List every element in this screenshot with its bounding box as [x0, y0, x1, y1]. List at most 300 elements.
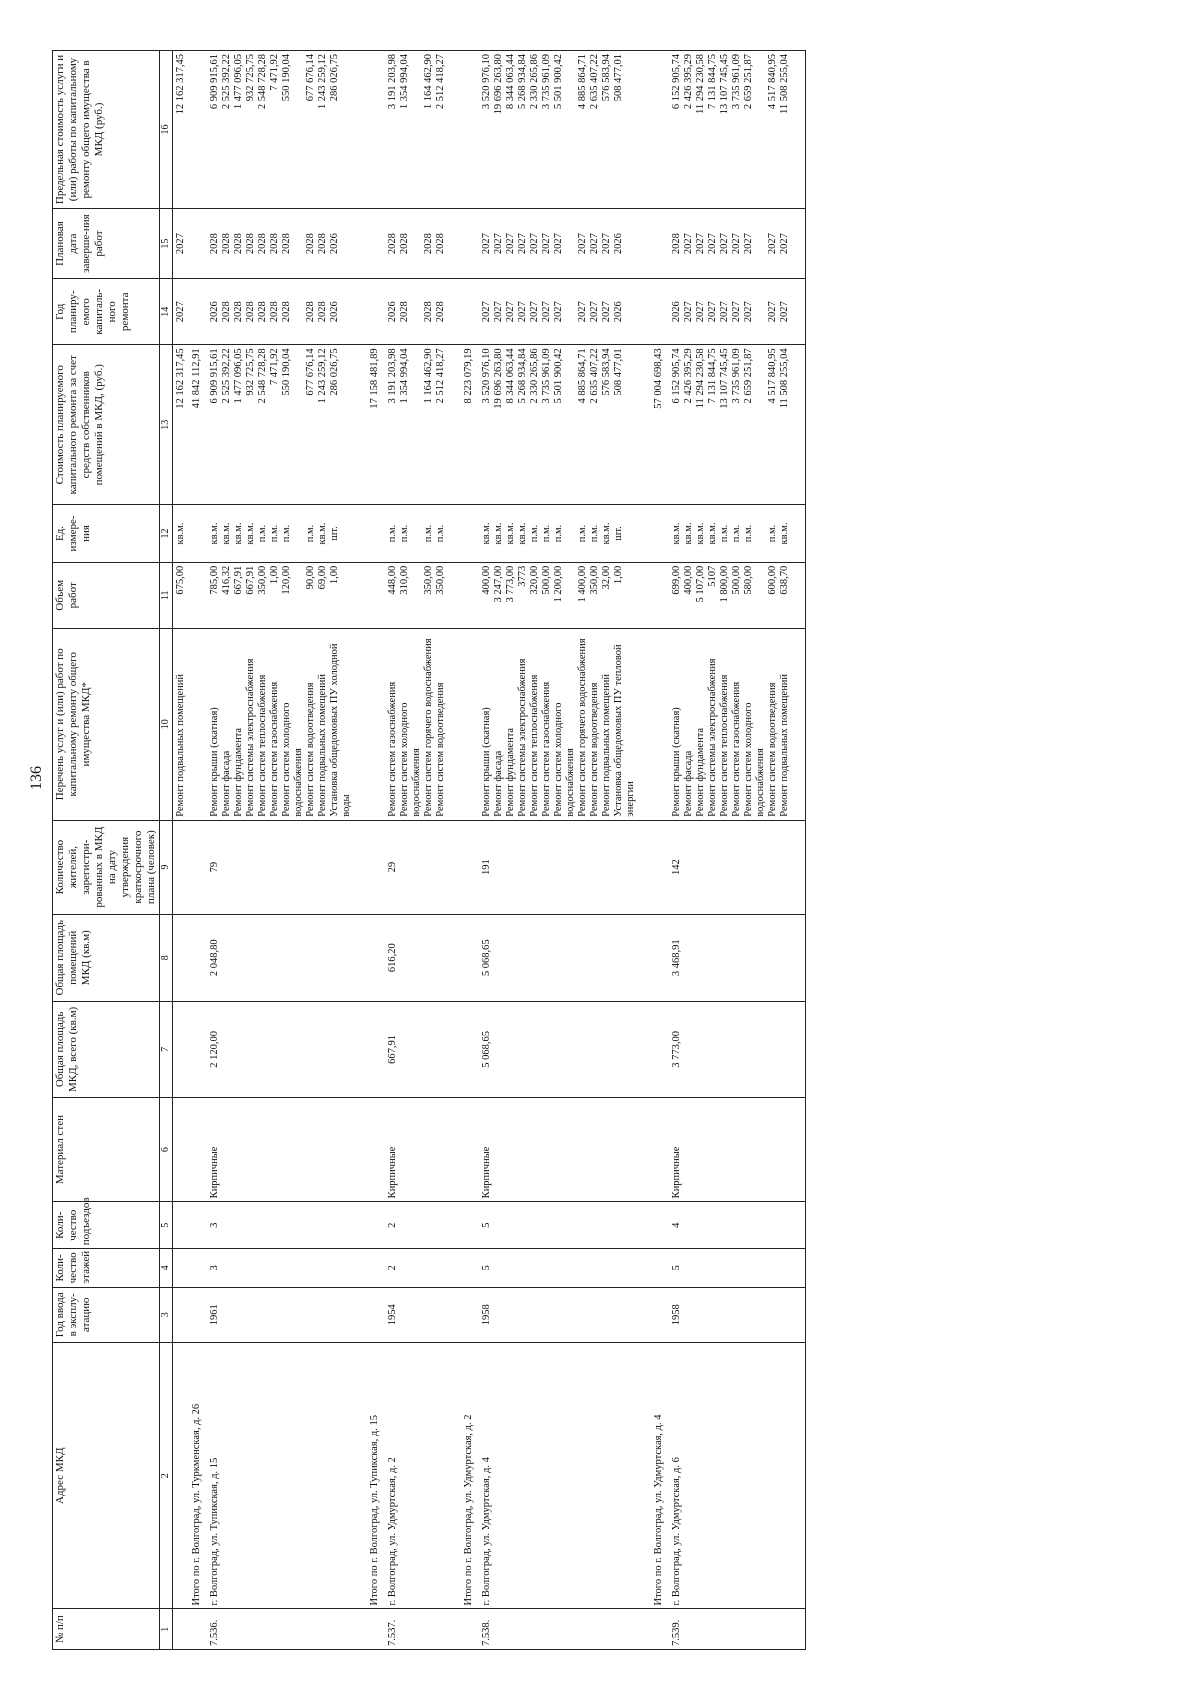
work-done-date: 2028	[245, 233, 256, 255]
work-done-date: 2027	[589, 233, 600, 255]
building-address: г. Волгоград, ул. Тупикская, д. 15	[205, 1343, 367, 1610]
building-address: г. Волгоград, ул. Удмуртская, д. 2	[383, 1343, 461, 1610]
work-volume: 638,70	[779, 565, 790, 595]
work-done-date: 2028	[317, 233, 328, 255]
entrance-count: 3	[205, 1202, 367, 1249]
premises-area: 616,20	[383, 914, 461, 1001]
work-limit-cost: 932 725,75	[245, 54, 256, 102]
work-year: 2027	[743, 301, 754, 323]
column-number: 1	[160, 1609, 173, 1650]
work-year: 2028	[257, 301, 268, 323]
work-volume-list	[667, 562, 806, 628]
work-cost: 7 471,92	[269, 348, 280, 386]
work-limit-cost: 11 508 255,04	[779, 54, 790, 114]
total-cost: 41 842 112,91	[189, 345, 205, 505]
work-limit-cost: 1 354 994,04	[399, 54, 410, 110]
work-done-date: 2028	[671, 233, 682, 255]
building-address: г. Волгоград, ул. Удмуртская, д. 6	[667, 1343, 806, 1610]
work-name: Ремонт систем газоснабжения	[269, 681, 280, 817]
work-limit-cost: 6 909 915,61	[209, 54, 220, 110]
work-year: 2028	[317, 301, 328, 323]
work-year: 2026	[613, 301, 624, 323]
work-unit: кв.м.	[493, 522, 504, 545]
work-unit: кв.м.	[671, 522, 682, 545]
work-name: Ремонт подвальных помещений	[601, 673, 612, 817]
work-volume: 3 247,00	[493, 565, 504, 603]
work-volume: 580,00	[743, 565, 754, 595]
column-number: 10	[160, 628, 173, 820]
work-name: Ремонт системы электроснабжения	[707, 658, 718, 817]
row-number: 7.537.	[383, 1609, 461, 1650]
work-limit-cost: 1 164 462,90	[423, 54, 434, 110]
work-cost: 576 583,94	[601, 348, 612, 396]
header-cell: Адрес МКД	[53, 1343, 160, 1610]
work-limit-cost: 8 344 063,44	[505, 54, 516, 110]
work-volume: 310,00	[399, 565, 410, 595]
work-name: Ремонт систем холодного водоснабжения	[553, 702, 576, 817]
group-total-row	[461, 51, 477, 1650]
work-year: 2027	[589, 301, 600, 323]
work-volume: 3773	[517, 565, 528, 587]
work-cost: 4 517 840,95	[767, 348, 778, 404]
total-label: Итого по г. Волгоград, ул. Тупикская, д. 15	[367, 1343, 383, 1610]
work-year: 2028	[245, 301, 256, 323]
work-unit: п.м.	[269, 524, 280, 543]
work-unit-list	[477, 505, 651, 563]
entrance-count: 5	[477, 1202, 651, 1249]
header-cell: Стоимость планируемого капитального ремонта за счет средств собственников помещений в МКД, (руб.)	[53, 345, 160, 505]
total-label: Итого по г. Волгоград, ул. Удмуртская, д. 4	[651, 1343, 667, 1610]
work-unit: п.м.	[387, 524, 398, 543]
work-volume: 400,00	[481, 565, 492, 595]
work-limit-cost: 3 191 203,98	[387, 54, 398, 110]
work-done-date: 2027	[541, 233, 552, 255]
work-volume: 1 200,00	[553, 565, 564, 603]
total-area: 2 120,00	[205, 1001, 367, 1097]
work-limit-cost-list	[667, 51, 806, 209]
work-name: Ремонт систем газоснабжения	[731, 681, 742, 817]
work-volume: 350,00	[435, 565, 446, 595]
work-limit-cost: 508 477,01	[613, 54, 624, 102]
work-done-date: 2027	[707, 233, 718, 255]
work-name: Ремонт фундамента	[505, 727, 516, 817]
work-done-date: 2027	[173, 208, 190, 278]
work-unit: п.м.	[529, 524, 540, 543]
work-year: 2027	[779, 301, 790, 323]
work-name: Ремонт крыши (скатная)	[481, 707, 492, 817]
work-done-date: 2027	[719, 233, 730, 255]
column-number: 11	[160, 562, 173, 628]
column-number-row	[160, 51, 173, 1650]
total-cost: 57 004 698,43	[651, 345, 667, 505]
column-number: 6	[160, 1097, 173, 1201]
work-year: 2027	[505, 301, 516, 323]
work-name: Ремонт систем водоотведения	[589, 682, 600, 817]
header-cell: Предельная стоимость услуги и (или) работы по капитальному ремонту общего имущества в МКД (руб.)	[53, 51, 160, 209]
header-cell: Плановая дата заверше-ния работ	[53, 208, 160, 278]
work-year-list	[383, 279, 461, 345]
header-cell: № п/п	[53, 1609, 160, 1650]
work-name: Установка общедомовых ПУ тепловой энергии	[613, 644, 636, 817]
work-cost: 5 501 900,42	[553, 348, 564, 404]
premises-area: 3 468,91	[667, 914, 806, 1001]
work-name: Ремонт фасада	[221, 750, 232, 817]
work-year: 2027	[517, 301, 528, 323]
work-year: 2026	[329, 301, 340, 323]
work-cost: 3 191 203,98	[387, 348, 398, 404]
work-unit: кв.м.	[505, 522, 516, 545]
work-unit: кв.м.	[221, 522, 232, 545]
work-unit: кв.м.	[481, 522, 492, 545]
work-cost: 2 548 728,28	[257, 348, 268, 404]
work-cost: 11 294 230,58	[695, 348, 706, 409]
work-done-date: 2026	[329, 233, 340, 255]
work-volume: 667,91	[245, 565, 256, 595]
column-number: 12	[160, 505, 173, 563]
work-year: 2027	[767, 301, 778, 323]
work-limit-cost: 12 162 317,45	[173, 51, 190, 209]
work-volume: 90,00	[305, 565, 316, 590]
work-volume: 32,00	[601, 565, 612, 590]
work-limit-cost-list	[383, 51, 461, 209]
work-volume: 675,00	[173, 562, 190, 628]
work-name: Ремонт фасада	[493, 750, 504, 817]
work-volume: 500,00	[541, 565, 552, 595]
work-name: Ремонт систем водоотведения	[305, 682, 316, 817]
work-name: Ремонт подвальных помещений	[317, 673, 328, 817]
work-volume-list	[205, 562, 367, 628]
work-year: 2027	[481, 301, 492, 323]
work-unit: шт.	[613, 526, 624, 541]
work-done-date: 2028	[269, 233, 280, 255]
work-unit: п.м.	[305, 524, 316, 543]
work-limit-cost: 5 501 900,42	[553, 54, 564, 110]
work-name-list	[477, 628, 651, 820]
column-number: 5	[160, 1202, 173, 1249]
work-volume: 350,00	[257, 565, 268, 595]
floor-count: 5	[667, 1249, 806, 1287]
work-unit-list	[667, 505, 806, 563]
header-cell: Общая площадь помещений МКД (кв.м)	[53, 914, 160, 1001]
work-cost: 3 520 976,10	[481, 348, 492, 404]
work-limit-cost: 3 735 961,09	[541, 54, 552, 110]
work-year: 2026	[209, 301, 220, 323]
work-cost: 932 725,75	[245, 348, 256, 396]
total-label: Итого по г. Волгоград, ул. Туркменская, д. 26	[189, 1343, 205, 1610]
work-volume: 400,00	[683, 565, 694, 595]
work-unit: п.м.	[435, 524, 446, 543]
work-cost: 2 330 265,86	[529, 348, 540, 404]
header-row	[53, 51, 160, 1650]
header-cell: Общая площадь МКД, всего (кв.м)	[53, 1001, 160, 1097]
column-number: 3	[160, 1287, 173, 1342]
work-unit: п.м.	[423, 524, 434, 543]
work-name-list	[383, 628, 461, 820]
work-limit-cost: 7 131 844,75	[707, 54, 718, 110]
work-unit-list	[205, 505, 367, 563]
total-area: 3 773,00	[667, 1001, 806, 1097]
work-done-date: 2028	[305, 233, 316, 255]
work-volume: 120,00	[281, 565, 292, 595]
work-limit-cost: 19 696 263,80	[493, 54, 504, 115]
work-volume: 785,00	[209, 565, 220, 595]
work-unit: кв.м.	[173, 505, 190, 563]
building-row	[383, 51, 461, 1650]
total-cost: 8 223 079,19	[461, 345, 477, 505]
premises-area: 5 068,65	[477, 914, 651, 1001]
work-done-date: 2028	[435, 233, 446, 255]
work-name-list	[205, 628, 367, 820]
work-limit-cost-list	[477, 51, 651, 209]
work-unit: кв.м.	[695, 522, 706, 545]
work-done-date: 2027	[683, 233, 694, 255]
work-done-date-list	[477, 208, 651, 278]
work-cost: 4 885 864,71	[577, 348, 588, 404]
work-done-date: 2027	[553, 233, 564, 255]
work-limit-cost: 2 525 392,22	[221, 54, 232, 110]
work-volume: 448,00	[387, 565, 398, 595]
header-cell: Год планиру-емого капиталь-ного ремонта	[53, 279, 160, 345]
work-limit-cost: 4 517 840,95	[767, 54, 778, 110]
work-volume: 667,91	[233, 565, 244, 595]
column-number: 15	[160, 208, 173, 278]
work-year: 2027	[719, 301, 730, 323]
work-unit: кв.м.	[707, 522, 718, 545]
work-unit: кв.м.	[517, 522, 528, 545]
work-limit-cost: 4 885 864,71	[577, 54, 588, 110]
work-volume: 5107	[707, 565, 718, 587]
work-name: Ремонт систем горячего водоснабжения	[423, 638, 434, 817]
work-year: 2028	[399, 301, 410, 323]
work-unit: кв.м.	[779, 522, 790, 545]
work-cost: 1 354 994,04	[399, 348, 410, 404]
wall-material: Кирпичные	[383, 1097, 461, 1201]
work-done-date-list	[667, 208, 806, 278]
work-done-date: 2027	[779, 233, 790, 255]
work-volume: 1 800,00	[719, 565, 730, 603]
work-limit-cost: 3 520 976,10	[481, 54, 492, 110]
work-unit-list	[383, 505, 461, 563]
work-name: Ремонт систем теплоснабжения	[257, 674, 268, 817]
floor-count: 5	[477, 1249, 651, 1287]
work-name: Ремонт подвальных помещений	[173, 628, 190, 820]
work-limit-cost: 677 676,14	[305, 54, 316, 102]
entrance-count: 4	[667, 1202, 806, 1249]
work-limit-cost: 1 243 259,12	[317, 54, 328, 110]
work-volume: 3 773,00	[505, 565, 516, 603]
column-number: 9	[160, 820, 173, 914]
work-year: 2027	[577, 301, 588, 323]
work-name: Ремонт фасада	[683, 750, 694, 817]
work-year: 2028	[221, 301, 232, 323]
work-volume: 1 400,00	[577, 565, 588, 603]
wall-material: Кирпичные	[205, 1097, 367, 1201]
work-cost: 19 696 263,80	[493, 348, 504, 409]
group-total-row	[189, 51, 205, 1650]
total-area: 5 068,65	[477, 1001, 651, 1097]
work-cost: 2 659 251,87	[743, 348, 754, 404]
work-year-list	[205, 279, 367, 345]
lead-row	[173, 51, 190, 1650]
work-unit: п.м.	[577, 524, 588, 543]
building-row	[667, 51, 806, 1650]
work-year: 2028	[423, 301, 434, 323]
work-volume: 350,00	[423, 565, 434, 595]
work-cost: 3 735 961,09	[541, 348, 552, 404]
work-limit-cost: 2 330 265,86	[529, 54, 540, 110]
building-address: г. Волгоград, ул. Удмуртская, д. 4	[477, 1343, 651, 1610]
header-cell: Ед. измере-ния	[53, 505, 160, 563]
work-year: 2027	[493, 301, 504, 323]
work-done-date: 2027	[481, 233, 492, 255]
work-year: 2027	[731, 301, 742, 323]
building-row	[477, 51, 651, 1650]
work-done-date: 2028	[387, 233, 398, 255]
work-cost: 2 426 395,29	[683, 348, 694, 404]
header-cell: Коли-чество подъездов	[53, 1202, 160, 1249]
work-limit-cost: 576 583,94	[601, 54, 612, 102]
column-number: 8	[160, 914, 173, 1001]
work-done-date: 2027	[505, 233, 516, 255]
work-cost: 550 190,04	[281, 348, 292, 396]
work-unit: кв.м.	[233, 522, 244, 545]
work-cost: 2 525 392,22	[221, 348, 232, 404]
work-unit: п.м.	[257, 524, 268, 543]
column-number: 16	[160, 51, 173, 209]
total-label: Итого по г. Волгоград, ул. Удмуртская, д. 2	[461, 1343, 477, 1610]
work-name: Ремонт систем теплоснабжения	[529, 674, 540, 817]
work-year: 2028	[281, 301, 292, 323]
work-unit: п.м.	[731, 524, 742, 543]
work-done-date: 2028	[281, 233, 292, 255]
work-limit-cost: 2 512 418,27	[435, 54, 446, 110]
work-cost: 5 268 934,84	[517, 348, 528, 404]
work-done-date: 2027	[767, 233, 778, 255]
floor-count: 3	[205, 1249, 367, 1287]
work-done-date: 2027	[743, 233, 754, 255]
work-done-date: 2027	[493, 233, 504, 255]
work-done-date: 2027	[517, 233, 528, 255]
group-total-row	[651, 51, 667, 1650]
work-name: Ремонт фундамента	[695, 727, 706, 817]
work-done-date: 2028	[209, 233, 220, 255]
work-cost-list	[667, 345, 806, 505]
column-number: 13	[160, 345, 173, 505]
work-unit: п.м.	[589, 524, 600, 543]
work-unit: кв.м.	[683, 522, 694, 545]
work-cost-list	[383, 345, 461, 505]
work-cost: 1 243 259,12	[317, 348, 328, 404]
work-unit: п.м.	[281, 524, 292, 543]
work-cost: 508 477,01	[613, 348, 624, 396]
work-done-date: 2027	[731, 233, 742, 255]
work-volume: 416,32	[221, 565, 232, 595]
work-limit-cost: 2 635 407,22	[589, 54, 600, 110]
work-cost: 7 131 844,75	[707, 348, 718, 404]
work-name: Ремонт систем холодного водоснабжения	[399, 702, 422, 817]
resident-count: 79	[205, 820, 367, 914]
work-name: Ремонт систем газоснабжения	[387, 681, 398, 817]
work-cost: 1 164 462,90	[423, 348, 434, 404]
work-volume: 5 107,00	[695, 565, 706, 603]
commission-year: 1961	[205, 1287, 367, 1342]
resident-count: 142	[667, 820, 806, 914]
premises-area: 2 048,80	[205, 914, 367, 1001]
commission-year: 1958	[667, 1287, 806, 1342]
work-done-date-list	[383, 208, 461, 278]
wall-material: Кирпичные	[667, 1097, 806, 1201]
work-unit: п.м.	[541, 524, 552, 543]
column-number: 4	[160, 1249, 173, 1287]
work-limit-cost: 2 659 251,87	[743, 54, 754, 110]
work-volume: 1,00	[613, 565, 624, 585]
work-name: Ремонт систем водоотведения	[435, 682, 446, 817]
work-volume: 69,00	[317, 565, 328, 590]
header-cell: Коли-чество этажей	[53, 1249, 160, 1287]
work-year: 2027	[683, 301, 694, 323]
work-name: Ремонт систем горячего водоснабжения	[577, 638, 588, 817]
work-done-date-list	[205, 208, 367, 278]
work-volume: 350,00	[589, 565, 600, 595]
work-cost: 13 107 745,45	[719, 348, 730, 409]
work-limit-cost: 550 190,04	[281, 54, 292, 102]
work-name: Ремонт крыши (скатная)	[209, 707, 220, 817]
work-limit-cost: 3 735 961,09	[731, 54, 742, 110]
table-body	[173, 51, 806, 1650]
work-year: 2028	[435, 301, 446, 323]
work-name: Ремонт систем холодного водоснабжения	[743, 702, 766, 817]
work-year: 2028	[269, 301, 280, 323]
work-limit-cost: 2 426 395,29	[683, 54, 694, 110]
work-done-date: 2027	[529, 233, 540, 255]
work-limit-cost: 5 268 934,84	[517, 54, 528, 110]
work-done-date: 2028	[257, 233, 268, 255]
work-done-date: 2028	[399, 233, 410, 255]
work-limit-cost: 1 477 096,05	[233, 54, 244, 110]
work-year: 2028	[233, 301, 244, 323]
work-cost: 2 635 407,22	[589, 348, 600, 404]
work-limit-cost: 7 471,92	[269, 54, 280, 91]
work-done-date: 2027	[695, 233, 706, 255]
row-number: 7.539.	[667, 1609, 806, 1650]
work-cost: 286 026,75	[329, 348, 340, 396]
header-cell: Материал стен	[53, 1097, 160, 1201]
work-limit-cost: 286 026,75	[329, 54, 340, 102]
column-number: 2	[160, 1343, 173, 1610]
work-unit: кв.м.	[245, 522, 256, 545]
work-year: 2027	[553, 301, 564, 323]
work-year: 2026	[671, 301, 682, 323]
work-cost: 677 676,14	[305, 348, 316, 396]
work-unit: п.м.	[743, 524, 754, 543]
work-cost: 2 512 418,27	[435, 348, 446, 404]
work-volume: 1,00	[269, 565, 280, 585]
work-cost: 3 735 961,09	[731, 348, 742, 404]
total-cost: 17 158 481,89	[367, 345, 383, 505]
work-volume: 600,00	[767, 565, 778, 595]
work-volume-list	[383, 562, 461, 628]
resident-count: 29	[383, 820, 461, 914]
work-year: 2027	[173, 279, 190, 345]
work-cost: 11 508 255,04	[779, 348, 790, 409]
work-name: Ремонт систем теплоснабжения	[719, 674, 730, 817]
work-name: Ремонт системы электроснабжения	[245, 658, 256, 817]
work-limit-cost: 13 107 745,45	[719, 54, 730, 115]
header-cell: Объем работ	[53, 562, 160, 628]
work-cost: 6 909 915,61	[209, 348, 220, 404]
work-volume: 1,00	[329, 565, 340, 585]
work-name: Ремонт системы электроснабжения	[517, 658, 528, 817]
